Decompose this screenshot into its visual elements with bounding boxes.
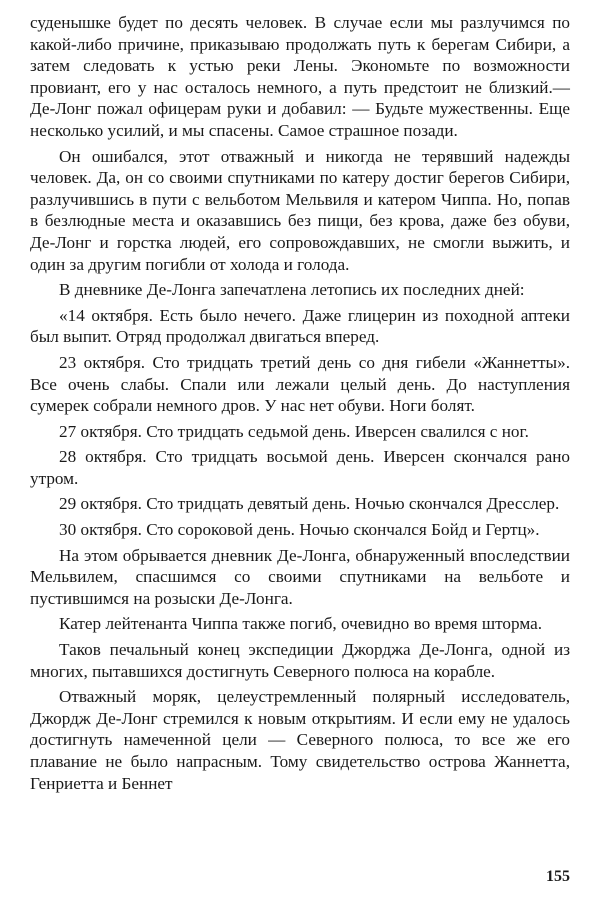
diary-entry-oct-14: «14 октября. Есть было нечего. Даже глицерин из походной аптеки был выпит. Отряд продолжал двигаться вперед. <box>30 305 570 347</box>
paragraph-chipp-boat: Катер лейтенанта Чиппа также погиб, очевидно во время шторма. <box>59 614 543 634</box>
paragraph-1: суденышке будет по десять человек. В случае если мы разлучимся по какой-либо причине, приказываю продолжать путь к берегам Сибири, а затем следовать к устью реки Лены. Экономьте по возможности провиант, его у нас осталось немного, а путь предстоит не близкий.— Де-Лонг пожал офицерам руки и добавил: — Будьте мужественны. Еще несколько усилий, и мы спасены. Самое страшное позади. <box>30 13 570 140</box>
paragraph-3: В дневнике Де-Лонга запечатлена летопись их последних дней: <box>59 280 525 300</box>
paragraph-2: Он ошибался, этот отважный и никогда не терявший надежды человек. Да, он со своими спутниками по катеру достиг берегов Сибири, разлучившись в пути с вельботом Мельвиля и катером Чиппа. Но, попав в безлюдные места и оказавшись без пищи, без крова, даже без обуви, Де-Лонг и горстка людей, его сопровождавших, не смогли выжить, и один за другим погибли от холода и голода. <box>30 146 570 274</box>
paragraph-diary-end: На этом обрывается дневник Де-Лонга, обнаруженный впоследствии Мельвилем, спасшимся со своими спутниками на вельботе и пустившимся на розыски Де-Лонга. <box>30 545 570 608</box>
diary-entry-oct-23: 23 октября. Сто тридцать третий день со дня гибели «Жаннетты». Все очень слабы. Спали или лежали целый день. До наступления сумерек собрали немного дров. У нас нет обуви. Ноги болят. <box>30 352 570 416</box>
diary-entry-oct-27: 27 октября. Сто тридцать седьмой день. Иверсен свалился с ног. <box>59 421 529 441</box>
page-number: 155 <box>546 868 570 885</box>
diary-entry-oct-28: 28 октября. Сто тридцать восьмой день. Иверсен скончался рано утром. <box>30 447 570 488</box>
paragraph-expedition-end: Таков печальный конец экспедиции Джорджа Де-Лонга, одной из многих, пытавшихся достигнуть Северного полюса на корабле. <box>30 640 570 681</box>
page-body <box>30 12 570 798</box>
paragraph-legacy: Отважный моряк, целеустремленный полярный исследователь, Джордж Де-Лонг стремился к новым открытиям. И если ему не удалось достигнуть намеченной цели — Северного полюса, то все же его плавание не было напрасным. Тому свидетельство острова Жаннетта, Генриетта и Беннет <box>30 687 570 793</box>
diary-entry-oct-30: 30 октября. Сто сороковой день. Ночью скончался Бойд и Гертц». <box>59 520 540 540</box>
diary-entry-oct-29: 29 октября. Сто тридцать девятый день. Ночью скончался Дресслер. <box>59 494 560 514</box>
